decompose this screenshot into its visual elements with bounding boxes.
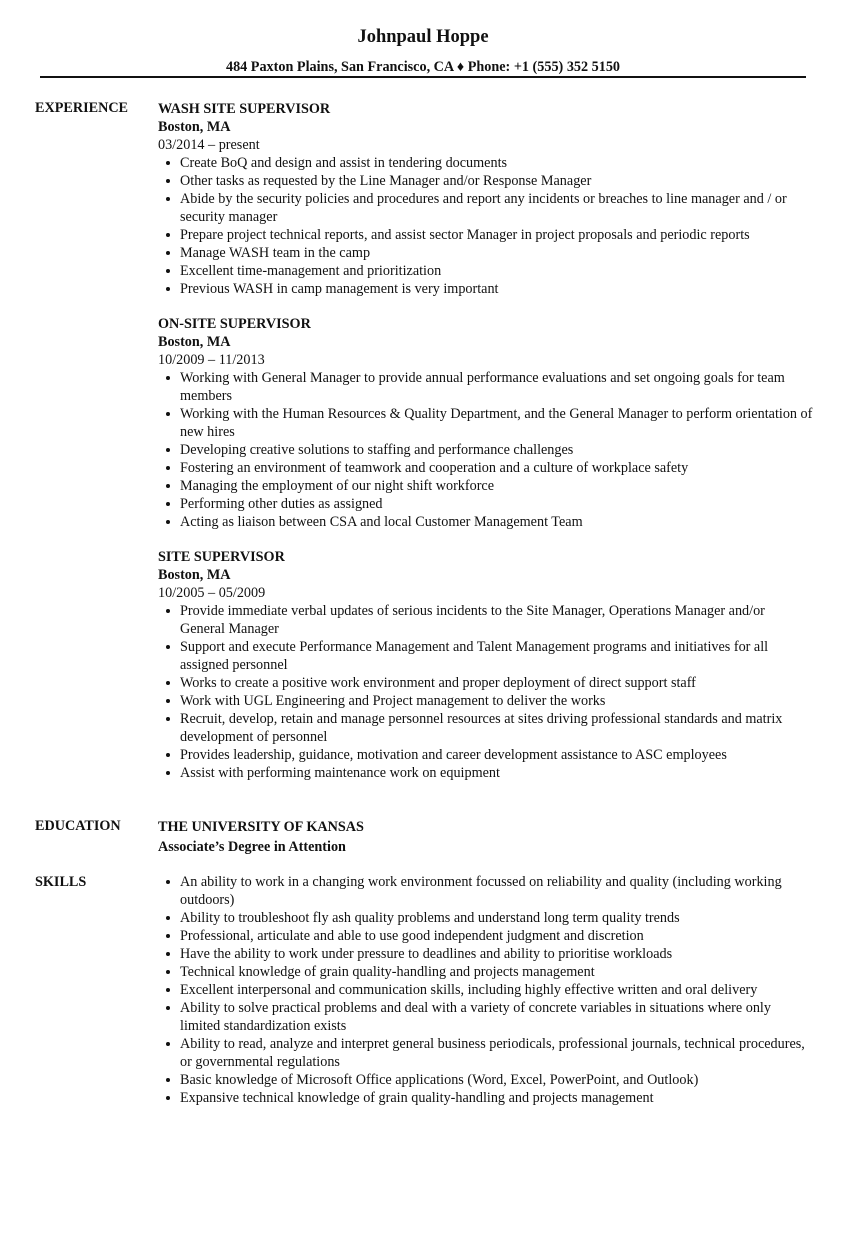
skill-item: An ability to work in a changing work environment focussed on reliability and quality (including working outdoors) <box>158 873 813 909</box>
section-label-skills: SKILLS <box>35 874 87 890</box>
job-location: Boston, MA <box>158 119 231 135</box>
skill-item: Expansive technical knowledge of grain quality-handling and projects management <box>158 1089 813 1107</box>
job-title: WASH SITE SUPERVISOR <box>158 101 331 117</box>
bullet-item: Acting as liaison between CSA and local Customer Management Team <box>158 513 813 531</box>
job-entry <box>158 547 813 782</box>
bullet-item: Performing other duties as assigned <box>158 495 813 513</box>
job-dates: 03/2014 – present <box>158 137 260 153</box>
skill-item: Ability to troubleshoot fly ash quality problems and understand long term quality trends <box>158 909 813 927</box>
bullet-item: Work with UGL Engineering and Project management to deliver the works <box>158 692 813 710</box>
bullet-item: Manage WASH team in the camp <box>158 244 813 262</box>
job-location: Boston, MA <box>158 334 231 350</box>
section-label-experience: EXPERIENCE <box>35 100 129 116</box>
job-dates: 10/2005 – 05/2009 <box>158 585 266 601</box>
skills-list <box>158 873 813 1107</box>
bullet-item: Developing creative solutions to staffing and performance challenges <box>158 441 813 459</box>
skill-item: Basic knowledge of Microsoft Office applications (Word, Excel, PowerPoint, and Outlook) <box>158 1071 813 1089</box>
bullet-item: Previous WASH in camp management is very important <box>158 280 813 298</box>
job-entry <box>158 99 813 298</box>
bullet-item: Support and execute Performance Management and Talent Management programs and initiatives for all assigned personnel <box>158 638 813 674</box>
job-title: ON-SITE SUPERVISOR <box>158 316 311 332</box>
job-title: SITE SUPERVISOR <box>158 549 285 565</box>
bullet-item: Abide by the security policies and procedures and report any incidents or breaches to line manager and / or security manager <box>158 190 813 226</box>
experience-list <box>158 99 813 798</box>
education-entry <box>158 817 813 857</box>
skill-item: Ability to read, analyze and interpret general business periodicals, professional journals, technical procedures, or governmental regulations <box>158 1035 813 1071</box>
bullet-item: Managing the employment of our night shift workforce <box>158 477 813 495</box>
job-entry <box>158 314 813 531</box>
degree: Associate’s Degree in Attention <box>158 839 346 855</box>
bullet-item: Fostering an environment of teamwork and cooperation and a culture of workplace safety <box>158 459 813 477</box>
bullet-item: Works to create a positive work environment and proper deployment of direct support staff <box>158 674 813 692</box>
section-label-education: EDUCATION <box>35 818 121 834</box>
skill-item: Have the ability to work under pressure to deadlines and ability to prioritise workloads <box>158 945 813 963</box>
skill-item: Professional, articulate and able to use good independent judgment and discretion <box>158 927 813 945</box>
bullet-item: Working with the Human Resources & Quality Department, and the General Manager to perform orientation of new hires <box>158 405 813 441</box>
bullet-item: Provide immediate verbal updates of serious incidents to the Site Manager, Operations Manager and/or General Manager <box>158 602 813 638</box>
contact-info: 484 Paxton Plains, San Francisco, CA ♦ Phone: +1 (555) 352 5150 <box>225 59 621 75</box>
bullet-item: Other tasks as requested by the Line Manager and/or Response Manager <box>158 172 813 190</box>
candidate-name: Johnpaul Hoppe <box>357 27 489 47</box>
bullet-item: Provides leadership, guidance, motivation and career development assistance to ASC employees <box>158 746 813 764</box>
job-dates: 10/2009 – 11/2013 <box>158 352 265 368</box>
skill-item: Ability to solve practical problems and deal with a variety of concrete variables in situations where only limited standardization exists <box>158 999 813 1035</box>
skill-item: Technical knowledge of grain quality-handling and projects management <box>158 963 813 981</box>
bullet-item: Assist with performing maintenance work on equipment <box>158 764 813 782</box>
skill-item: Excellent interpersonal and communication skills, including highly effective written and oral delivery <box>158 981 813 999</box>
school-name: THE UNIVERSITY OF KANSAS <box>158 819 364 835</box>
bullet-item: Working with General Manager to provide annual performance evaluations and set ongoing goals for team members <box>158 369 813 405</box>
job-location: Boston, MA <box>158 567 231 583</box>
bullet-item: Excellent time-management and prioritization <box>158 262 813 280</box>
header-divider <box>40 76 806 78</box>
job-bullets <box>158 369 813 531</box>
skills-bullets <box>158 873 813 1107</box>
bullet-item: Recruit, develop, retain and manage personnel resources at sites driving professional standards and matrix development of personnel <box>158 710 813 746</box>
job-bullets <box>158 602 813 782</box>
job-bullets <box>158 154 813 298</box>
bullet-item: Create BoQ and design and assist in tendering documents <box>158 154 813 172</box>
bullet-item: Prepare project technical reports, and assist sector Manager in project proposals and periodic reports <box>158 226 813 244</box>
